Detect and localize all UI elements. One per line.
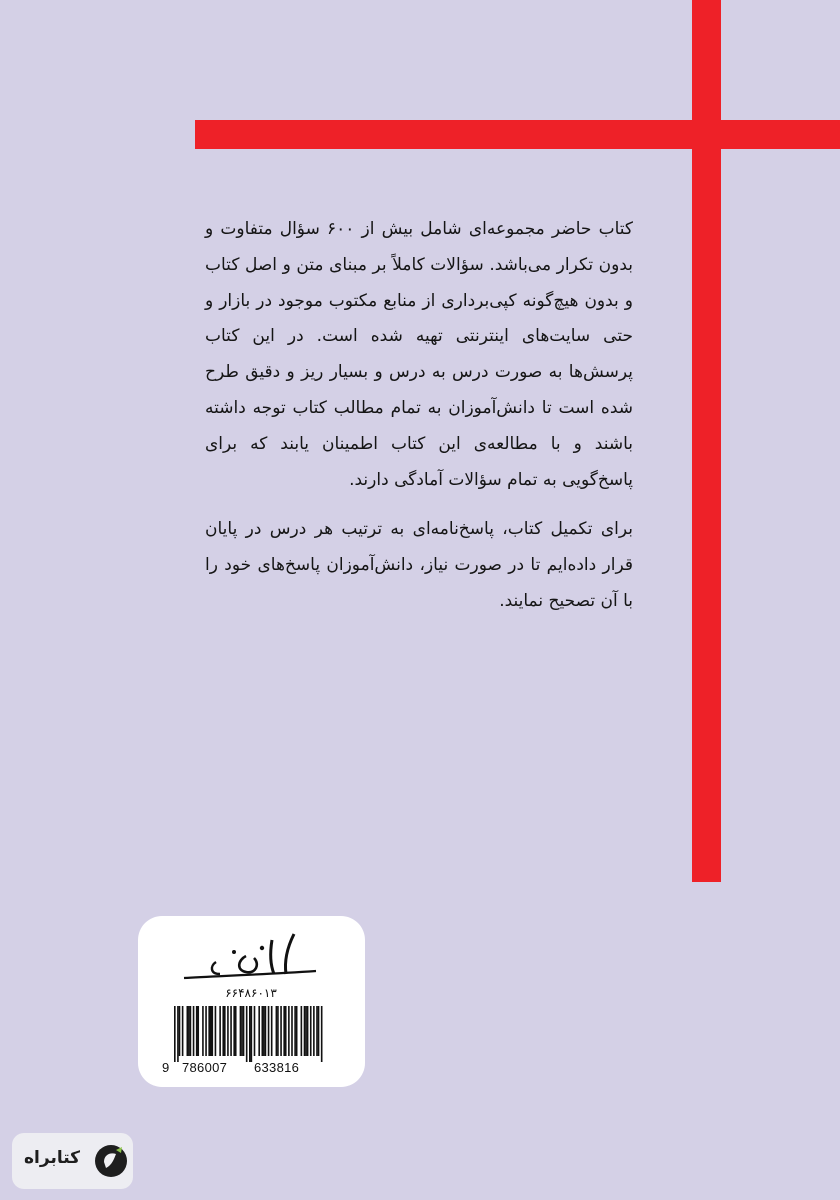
description-paragraph-2: برای تکمیل کتاب، پاسخ‌نامه‌ای به ترتیب هر درس در پایان قرار داده‌ایم تا در صورت نیاز، دانش‌آموزان پاسخ‌های خود را با آن تصحیح نمایند. [205,519,633,611]
barcode-bar [280,1006,282,1056]
barcode-bar [288,1006,290,1056]
barcode-bar [258,1006,260,1056]
barcode-bar [224,1006,226,1056]
barcode-bar [193,1006,195,1056]
barcode-bar [174,1006,176,1062]
barcode-bar [197,1006,199,1056]
barcode-bar [190,1006,192,1056]
barcode-digits-middle: 786007 [182,1060,228,1075]
back-cover-description [205,212,633,620]
publisher-logo-text: آریان [176,926,179,927]
barcode-bar [318,1006,320,1056]
barcode-bar [307,1006,309,1056]
barcode-bar [283,1006,285,1056]
red-ribbon-horizontal [195,120,840,149]
barcode-bar [196,1006,198,1056]
barcode-panel [138,916,365,1087]
barcode-bar [316,1006,318,1056]
barcode-bar [202,1006,204,1056]
ketabrah-logo-icon [92,1142,130,1180]
isbn-persian-number: ۶۶۴۸۶۰۱۳ [225,986,277,1000]
barcode-bar [241,1006,243,1056]
barcode-bar [205,1006,207,1056]
watermark-text: کتابراه [24,1148,81,1168]
barcode-bar [219,1006,221,1056]
barcode-bar [296,1006,298,1056]
barcode-bar [277,1006,279,1056]
barcode-bar [276,1006,278,1056]
ketabrah-watermark [12,1133,133,1189]
barcode-bar [240,1006,242,1056]
barcode-bar [246,1006,248,1062]
barcode-bar [233,1006,235,1056]
barcode-bar [263,1006,265,1056]
barcode-bar [304,1006,306,1056]
barcode-bar [321,1006,323,1062]
barcode-bar [251,1006,253,1062]
barcode-bar [187,1006,189,1056]
barcode-bar [262,1006,264,1056]
barcode-bar [212,1006,214,1056]
barcode-bar [301,1006,303,1056]
barcode-bar [177,1006,179,1062]
barcode-bar [208,1006,210,1056]
barcode-bar [285,1006,287,1056]
barcode-digit-first: 9 [162,1060,170,1075]
barcode-bar [230,1006,232,1056]
barcode-bar [294,1006,296,1056]
barcode-bar [227,1006,229,1056]
barcode-bar [182,1006,184,1056]
barcode-bar [210,1006,212,1056]
barcode-bar [271,1006,273,1056]
barcode-bar [188,1006,190,1056]
barcode-bar [215,1006,217,1056]
barcode-bar [249,1006,251,1062]
barcode-bar [243,1006,245,1056]
barcode-bars [174,1006,324,1062]
publisher-logo [176,926,326,988]
barcode-digits-last: 633816 [254,1060,300,1075]
barcode-bar [222,1006,224,1056]
barcode-bar [254,1006,256,1056]
barcode-bar [305,1006,307,1056]
barcode-bar [268,1006,270,1056]
barcode-bar [179,1006,181,1056]
description-paragraph-1: کتاب حاضر مجموعه‌ای شامل بیش از ۶۰۰ سؤال متفاوت و بدون تکرار می‌باشد. سؤالات کاملاً بر مبنای متن و اصل کتاب و بدون هیچ‌گونه کپی‌برداری از منابع مکتوب موجود در بازار و حتی سایت‌های اینترنتی تهیه شده است. در این کتاب پرسش‌ها به صورت درس به درس و بسیار ریز و دقیق طرح شده است تا دانش‌آموزان به تمام مطالب کتاب توجه داشته باشند و با مطالعه‌ی این کتاب اطمینان یابند که برای پاسخ‌گویی به تمام سؤالات آمادگی دارند. [205,219,633,490]
barcode-bar [291,1006,293,1056]
barcode-bar [265,1006,267,1056]
barcode-bar [235,1006,237,1056]
barcode-bar [313,1006,315,1056]
barcode-bar [310,1006,312,1056]
